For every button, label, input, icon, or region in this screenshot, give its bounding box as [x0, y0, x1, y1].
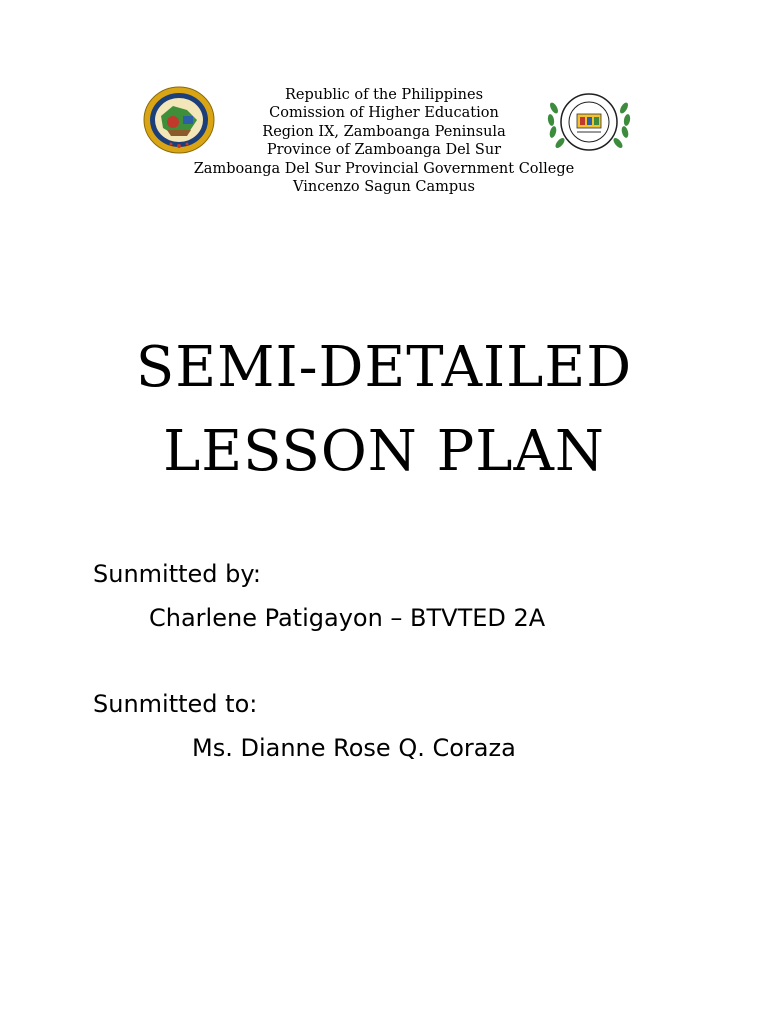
submitted-by-label: Sunmitted by: [93, 560, 261, 588]
submitted-by-value: Charlene Patigayon – BTVTED 2A [149, 604, 546, 632]
institution-header [0, 86, 768, 196]
submitted-to-value: Ms. Dianne Rose Q. Coraza [192, 734, 516, 762]
document-title [0, 326, 768, 494]
header-line-commission: Comission of Higher Education [269, 105, 499, 122]
title-line-1: SEMI-DETAILED [135, 335, 633, 400]
header-line-province: Province of Zamboanga Del Sur [266, 142, 502, 159]
submitted-to-label: Sunmitted to: [93, 690, 258, 718]
title-line-2: LESSON PLAN [163, 419, 605, 484]
header-line-region: Region IX, Zamboanga Peninsula [262, 123, 506, 140]
header-line-college: Zamboanga Del Sur Provincial Government College [193, 160, 575, 177]
header-line-campus: Vincenzo Sagun Campus [293, 179, 475, 196]
college-seal-icon [544, 88, 634, 158]
header-line-republic: Republic of the Philippines [284, 87, 484, 103]
